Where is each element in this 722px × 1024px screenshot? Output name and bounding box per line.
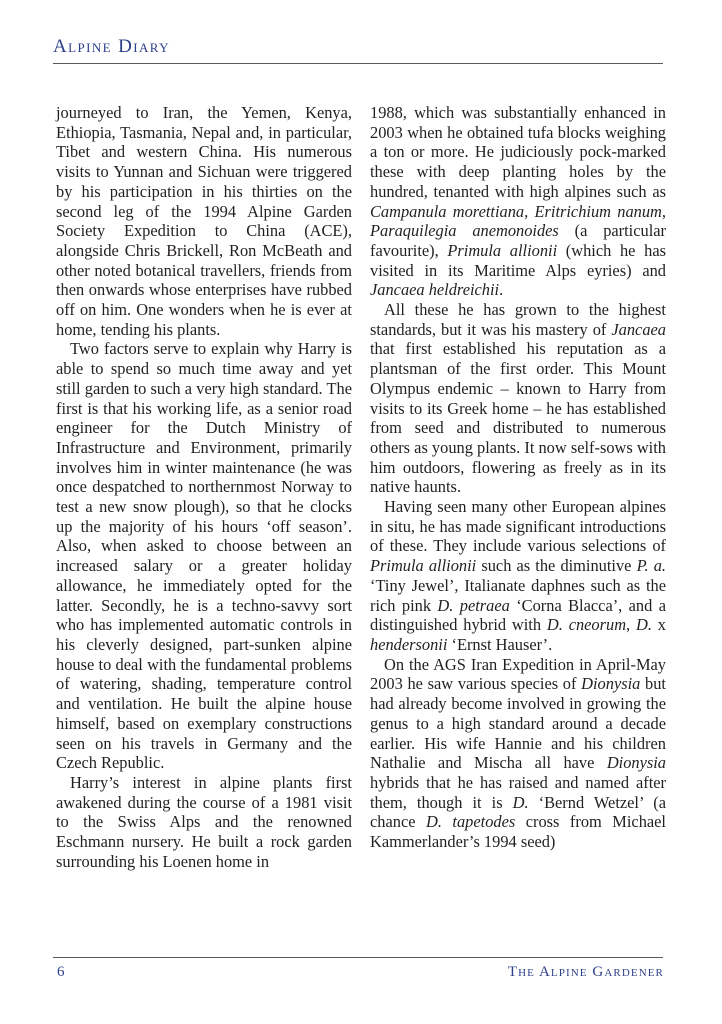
text-run: ,	[524, 201, 535, 221]
paragraph	[56, 339, 352, 772]
footer-rule	[53, 957, 663, 958]
italic-text: P. a.	[636, 556, 667, 576]
paragraph	[56, 103, 352, 339]
text-run: ,	[661, 201, 666, 221]
page-number: 6	[57, 964, 65, 980]
text-run: .	[499, 280, 504, 300]
paragraph	[370, 103, 666, 300]
header-rule	[53, 63, 663, 64]
text-run: (a particular favourite),	[370, 221, 666, 260]
text-run: Two factors serve to explain why Harry is able to spend so much time away and yet still garden to such a very high standard. The first is that his working life, as a senior road engineer for the Dutch Ministry of Infrastructure and Environment, primarily involves him in winter maintenance (he was once despatched to northernmost Norway to test a new snow plough), so that he clocks up the majority of his hours ‘off season’. Also, when asked to choose between an increased salary or a greater holiday allowance, he immediately opted for the latter. Secondly, he is a techno-savvy sort who has implemented automatic controls in his cleverly designed, part-sunken alpine house to deal with the fundamental problems of watering, shading, temperature control and ventilation. He built the alpine house himself, based on exemplary constructions seen on his travels in Germany and the Czech Republic.	[56, 339, 352, 773]
italic-text: hendersonii	[370, 634, 448, 654]
text-run: On the AGS Iran Expedition in April-May 2003 he saw various species of	[370, 654, 666, 694]
italic-text: Dionysia	[581, 674, 641, 694]
text-run: ‘Tiny Jewel’, Italianate daphnes such as the rich pink	[370, 575, 666, 615]
text-run: ‘Ernst Hauser’.	[447, 634, 553, 654]
text-run: x	[651, 615, 666, 635]
text-run: journeyed to Iran, the Yemen, Kenya, Ethiopia, Tasmania, Nepal and, in particular, Tibet and western China. His numerous visits to Yunnan and Sichuan were triggered by his participation in his thirties on the second leg of the 1994 Alpine Garden Society Expedition to China (ACE), alongside Chris Brickell, Ron McBeath and other noted botanical travellers, friends from then onwards whose enterprises have rubbed off on him. One wonders when he is ever at home, tending his plants.	[56, 103, 352, 339]
text-run: All these he has grown to the highest standards, but it was his mastery of	[370, 300, 666, 339]
italic-text: Jancaea heldreichii	[370, 280, 500, 300]
italic-text: D.	[636, 615, 652, 635]
italic-text: Eritrichium nanum	[534, 201, 662, 221]
text-run: ‘Bernd Wetzel’ (a chance	[370, 792, 666, 832]
publication-title: The Alpine Gardener	[507, 964, 664, 980]
italic-text: D.	[512, 792, 529, 812]
italic-text: D. petraea	[437, 595, 510, 615]
header-title: Alpine Diary	[53, 36, 170, 57]
italic-text: Primula allionii	[370, 556, 477, 576]
text-run: that first established his reputation as a plantsman of the first order. This Mount Olympus endemic – known to Harry from visits to its Greek home – he has established from seed and distributed to numerous others as young plants. It now self-sows with him outdoors, flowering as freely as in its native haunts.	[370, 339, 666, 497]
italic-text: Dionysia	[606, 753, 666, 773]
text-run: (which he has visited in its Maritime Alps eyries) and	[370, 240, 666, 280]
text-run: ,	[626, 615, 636, 635]
italic-text: D. cneorum	[546, 615, 627, 635]
right-column	[370, 103, 666, 852]
paragraph	[370, 497, 666, 655]
text-run: but had already become involved in growing the genus to a high standard around a decade earlier. His wife Hannie and his children Nathalie and Mischa all have	[370, 674, 666, 773]
paragraph	[370, 300, 666, 497]
text-run: hybrids that he has raised and named after them, though it is	[370, 772, 666, 812]
italic-text: D. tapetodes	[426, 812, 516, 832]
text-run: such as the diminutive	[476, 556, 637, 576]
paragraph	[56, 773, 352, 872]
text-run: Having seen many other European alpines in situ, he has made significant introductions of these. They include various selections of	[370, 497, 666, 556]
text-run: ‘Corna Blacca’, and a distinguished hybrid with	[370, 595, 666, 635]
paragraph	[370, 655, 666, 852]
left-column	[56, 103, 352, 871]
text-run: 1988, which was substantially enhanced in 2003 when he obtained tufa blocks weighing a ton or more. He judiciously pock-marked these with deep planting holes by the hundred, tenanted with high alpines such as	[370, 103, 666, 201]
italic-text: Primula allionii	[447, 240, 558, 260]
italic-text: Jancaea	[611, 319, 666, 339]
text-run: cross from Michael Kammerlander’s 1994 seed)	[370, 812, 666, 852]
italic-text: Paraquilegia anemonoides	[370, 221, 559, 241]
italic-text: Campanula morettiana	[370, 201, 525, 221]
text-run: Harry’s interest in alpine plants first awakened during the course of a 1981 visit to the Swiss Alps and the renowned Eschmann nursery. He built a rock garden surrounding his Loenen home in	[56, 772, 352, 871]
